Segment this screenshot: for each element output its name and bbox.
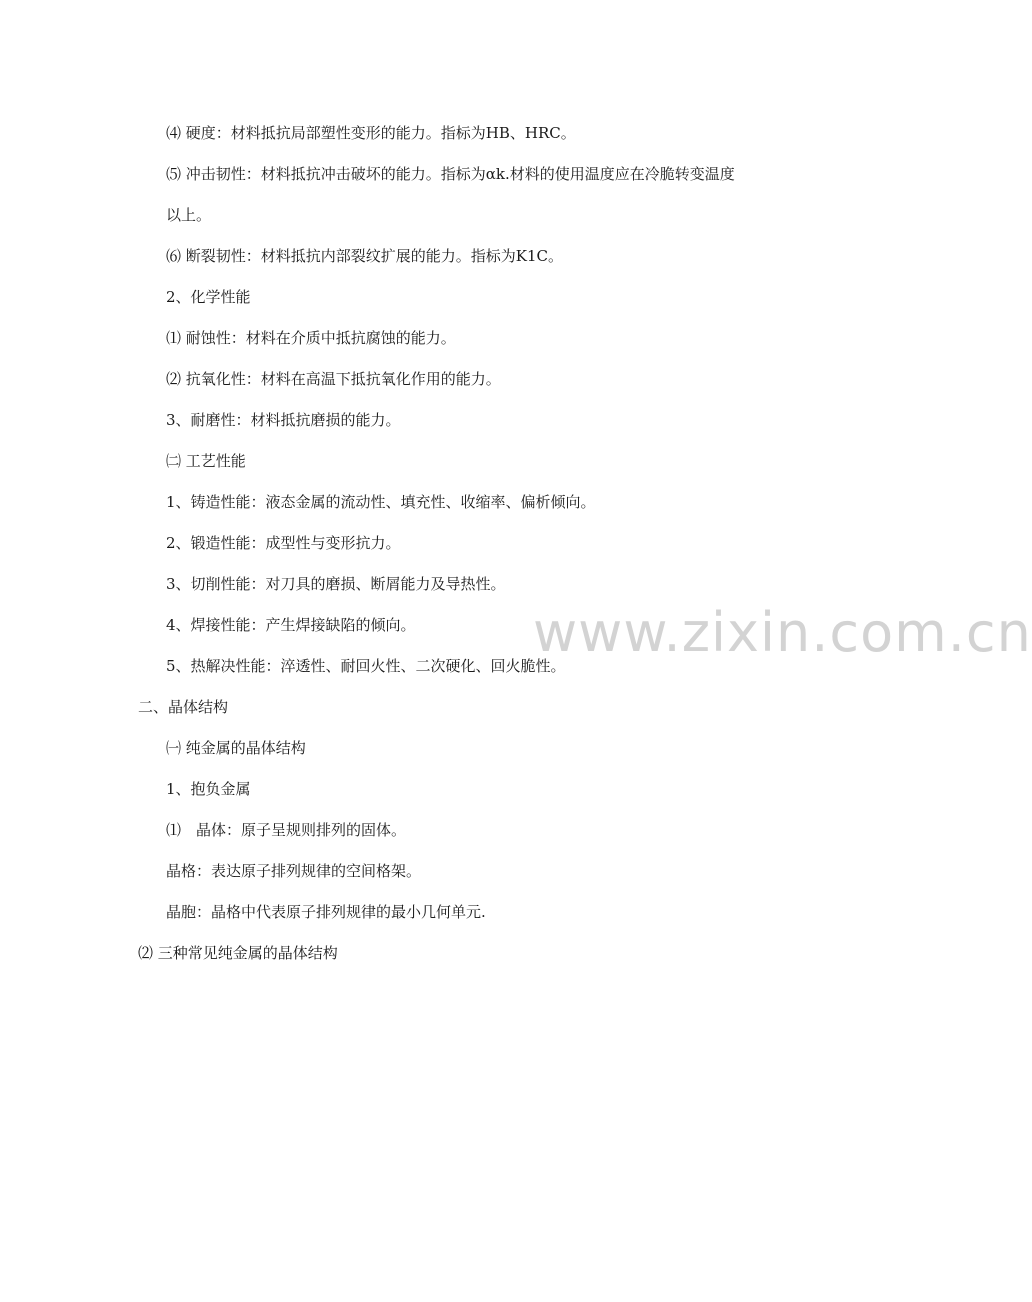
chemical-properties-heading: 2、化学性能 [166, 288, 251, 306]
welding-performance-line: 4、焊接性能：产生焊接缺陷的倾向。 [166, 616, 416, 634]
impact-toughness-line: ⑸ 冲击韧性：材料抵抗冲击破坏的能力。指标为αk.材料的使用温度应在冷脆转变温度 [166, 165, 735, 183]
pure-metal-crystal-heading: ㈠ 纯金属的晶体结构 [166, 739, 306, 757]
forging-performance-line: 2、锻造性能：成型性与变形抗力。 [166, 534, 401, 552]
crystal-definition-line: ⑴ 晶体：原子呈规则排列的固体。 [166, 821, 407, 839]
common-crystal-structures-line: ⑵ 三种常见纯金属的晶体结构 [138, 944, 338, 962]
ideal-metal-heading: 1、抱负金属 [166, 780, 251, 798]
cutting-performance-line: 3、切削性能：对刀具的磨损、断屑能力及导热性。 [166, 575, 506, 593]
impact-toughness-continuation: 以上。 [166, 206, 212, 224]
heat-treatment-line: 5、热解决性能：淬透性、耐回火性、二次硬化、回火脆性。 [166, 657, 566, 675]
wear-resistance-line: 3、耐磨性：材料抵抗磨损的能力。 [166, 411, 401, 429]
unit-cell-definition-line: 晶胞：晶格中代表原子排列规律的最小几何单元. [166, 903, 486, 921]
oxidation-resistance-line: ⑵ 抗氧化性：材料在高温下抵抗氧化作用的能力。 [166, 370, 501, 388]
watermark: www.zixin.com.cn [533, 601, 1032, 664]
corrosion-resistance-line: ⑴ 耐蚀性：材料在介质中抵抗腐蚀的能力。 [166, 329, 456, 347]
crystal-structure-heading: 二、晶体结构 [138, 698, 229, 716]
casting-performance-line: 1、铸造性能：液态金属的流动性、填充性、收缩率、偏析倾向。 [166, 493, 596, 511]
fracture-toughness-line: ⑹ 断裂韧性：材料抵抗内部裂纹扩展的能力。指标为K1C。 [166, 247, 563, 265]
process-properties-heading: ㈡ 工艺性能 [166, 452, 246, 470]
hardness-line: ⑷ 硬度：材料抵抗局部塑性变形的能力。指标为HB、HRC。 [166, 124, 576, 142]
lattice-definition-line: 晶格：表达原子排列规律的空间格架。 [166, 862, 422, 880]
